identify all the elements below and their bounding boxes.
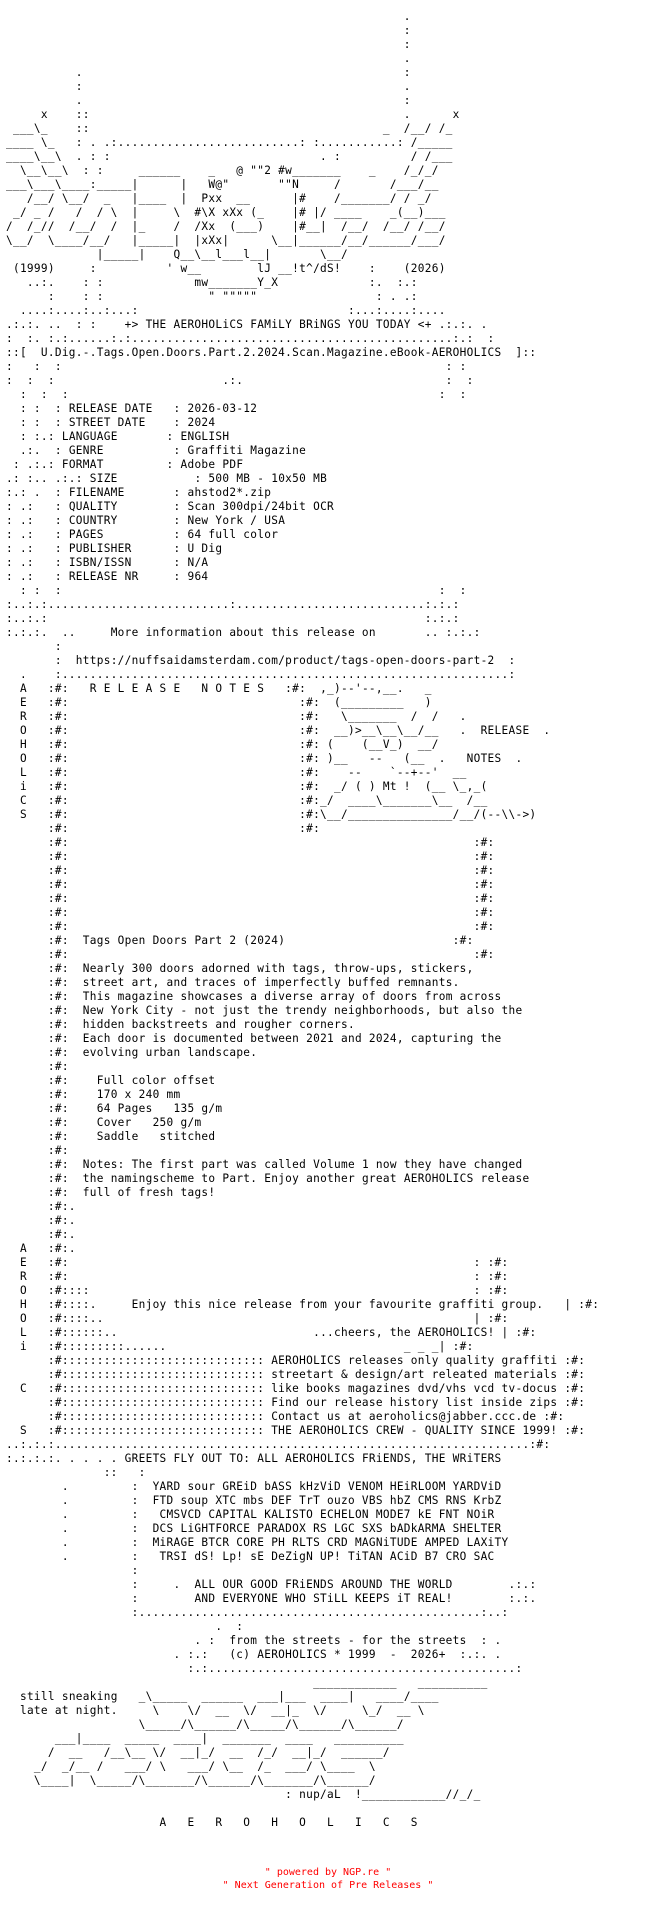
more-info-line: :.:.:. .. More information about this release on .. :.:.: [6,626,481,639]
header-line [6,262,650,276]
description-line: :#: This magazine showcases a diverse array of doors from across [6,990,502,1003]
spec-line: Cover 250 g/m [96,1116,202,1129]
header-art-line: ::[ U.Dig.-.Tags.Open.Doors.Part.2.2024.Scan.Magazine.eBook-AEROHOLICS ]:: [6,346,537,359]
header-line [6,346,650,360]
header-line [6,164,650,178]
header-art-line: : : : .:. : : [6,374,474,387]
header-art-line: _/ _ / / / \ | \ #\X xXx (_ |# |/ ____ _(__)___ [6,206,446,219]
url-line: : https://nuffsaidamsterdam.com/product/tags-open-doors-part-2 : [6,654,516,667]
header-line [6,10,650,24]
art-line: ___|____ _____ ____| _______ ____ __________ [6,1732,404,1745]
description-line: :#: Each door is documented between 2021 and 2024, capturing the [6,1032,502,1045]
art-line: :#: :#: [6,850,495,863]
friends-line: : . ALL OUR GOOD FRiENDS AROUND THE WORLD .:.: [6,1578,537,1591]
release-field-value: Adobe PDF [180,458,244,471]
art-line: :#: [6,1060,69,1073]
greets-line: YARD sour GREiD bASS kHzViD VENOM HEiRLOOM YARDViD [152,1480,502,1493]
release-field-value: ahstod2*.zip [187,486,272,499]
notes-line: :#: the namingscheme to Part. Enjoy another great AEROHOLICS release [6,1172,530,1185]
header-line [6,122,650,136]
header-art-line: . : [6,94,411,107]
art-line: \_____/\______/\_____/\______/\______/ [6,1718,404,1731]
release-url-link[interactable]: https://nuffsaidamsterdam.com/product/tags-open-doors-part-2 [75,654,495,667]
header-art-line: : : : : : [6,360,467,373]
release-field-prefix: : .: : [6,542,69,555]
release-field-prefix: .: :.. .:.: [6,472,90,485]
header-line [6,374,650,388]
release-field-prefix: : :.: [6,430,62,443]
release-field: : .: : COUNTRY : New York / USA [6,514,286,527]
header-line [6,24,650,38]
header-art-line: ___\_ :: _ /__/ /_ [6,122,453,135]
notes-heading: A :#: R E L E A S E N O T E S :#: ,_)--'--,__. _ [6,682,432,695]
release-label: RELEASE [480,724,530,737]
greets-line: . : FTD soup XTC mbs DEF TrT ouzo VBS hbZ CMS RNS KrbZ [6,1494,502,1507]
release-field-label: FILENAME [68,486,125,499]
header-line [6,52,650,66]
art-line: :#: :#: [6,906,495,919]
art-line: :#: :#: [6,864,495,877]
greets-line: MiRAGE BTCR CORE PH RLTS CRD MAGNiTUDE AMPED LAXiTY [152,1536,509,1549]
description-line: :#: New York City - not just the trendy neighborhoods, but also the [6,1004,523,1017]
about-line: S :#::::::::::::::::::::::::::::: THE AEROHOLICS CREW - QUALITY SINCE 1999! :#: [6,1424,586,1437]
header-art-line: ..:. : : mw_______Y_X :. :.: [6,276,418,289]
sneaking-line: still sneaking _\_____ ______ ___|___ ____| ____/____ [19,1690,439,1703]
description-line: :#: Nearly 300 doors adorned with tags, throw-ups, stickers, [6,962,474,975]
header-line [6,304,650,318]
side-letter: O [19,1312,27,1325]
greets-line: . : YARD sour GREiD bASS kHzViD VENOM HEiRLOOM YARDViD [6,1480,502,1493]
release-field-label: FORMAT [61,458,104,471]
spec-line: :#: Cover 250 g/m [6,1116,202,1129]
release-field-value: 964 [187,570,209,583]
art-line: :#: :#: [6,920,495,933]
art-line: :#:. [6,1214,76,1227]
header-line [6,388,650,402]
footer-next-generation[interactable]: " Next Generation of Pre Releases " [222,1880,434,1891]
header-art-line: x :: . x [6,108,460,121]
release-field: : .: : PUBLISHER : U Dig [6,542,223,555]
notes-line: full of fresh tags! [82,1186,216,1199]
header-art-line: |_____| Q__\__l___l__| \__/ [6,248,348,261]
notes-line: the namingscheme to Part. Enjoy another great AEROHOLICS release [82,1172,530,1185]
letters-line [6,1816,650,1830]
release-field-prefix: :.: . : [6,486,69,499]
release-field-prefix: : .: : [6,514,69,527]
release-field: : : : STREET DATE : 2024 [6,416,216,429]
art-line: :..:.: :.:.: [6,612,460,625]
release-field-prefix: : .: : [6,500,69,513]
art-line: ____________ __________ [6,1676,488,1689]
side-letter: A [19,1242,27,1255]
nfo-text-block [6,10,650,1860]
release-title-line: :#: Tags Open Doors Part 2 (2024) :#: [6,934,474,947]
cheers-text: ...cheers, the AEROHOLICS! [313,1326,495,1339]
release-field: : : : RELEASE DATE : 2026-03-12 [6,402,258,415]
description-line: :#: street art, and traces of imperfectly buffed remnants. [6,976,460,989]
spec-line: :#: Full color offset [6,1074,216,1087]
release-field-prefix: .:. : [6,444,69,457]
notes-line: :#: full of fresh tags! [6,1186,216,1199]
release-field-label: RELEASE DATE [68,402,153,415]
description-line: hidden backstreets and rougher corners. [82,1018,355,1031]
header-art-line: ____\__\ . : : . : / /___ [6,150,453,163]
header-line [6,220,650,234]
header-line [6,360,650,374]
art-line: :.:............................................: [6,1662,523,1675]
release-notes-heading: R E L E A S E N O T E S [89,682,265,695]
credit-line: : nup/aL !____________//_/_ [6,1788,481,1801]
header-art-line: : :. :.:......:.:..............................................:.: : [6,332,495,345]
enjoy-text: Enjoy this nice release from your favourite graffiti group. [131,1298,544,1311]
art-line: L :#: :#: -- `--+--' __ [6,766,467,779]
art-line: :#: :#: [6,948,495,961]
art-line: O :#::::.. | :#: [19,1312,509,1325]
side-letter: R [19,1270,27,1283]
art-line: :..:.:..........................:...........................:.:.: [6,598,460,611]
art-line: :#: :#: [6,892,495,905]
sneaking-line: late at night. \ \/ __ \/ __|_ \/ \_/ __ \ [19,1704,425,1717]
notes-line: :#: Notes: The first part was called Volume 1 now they have changed [6,1158,523,1171]
spec-line: :#: 170 x 240 mm [6,1088,181,1101]
art-line: O :#:::: : :#: [19,1284,509,1297]
release-field-value: Graffiti Magazine [187,444,307,457]
description-line: New York City - not just the trendy neighborhoods, but also the [82,1004,523,1017]
header-art-line: .:.:. .. : : +> THE AEROHOLiCS FAMiLY BRiNGS YOU TODAY <+ .:.:. . [6,318,488,331]
art-line: . : [6,1620,244,1633]
header-art-line: : [6,24,411,37]
release-field: : .: : PAGES : 64 full color [6,528,279,541]
art-line: :#: :#: [6,836,495,849]
release-field-value: N/A [187,556,209,569]
about-line: streetart & design/art releated materials [271,1368,558,1381]
about-line: Contact us at aeroholics@jabber.ccc.de [271,1410,537,1423]
release-field: .: :.. .:.: SIZE : 500 MB - 10x50 MB [6,472,328,485]
header-line [6,332,650,346]
art-line [6,1802,650,1816]
header-line [6,178,650,192]
art-line: : : : : : [6,584,467,597]
release-field-prefix: : : : [6,416,69,429]
header-art-line: . : [6,66,411,79]
art-line: : [6,640,62,653]
outro-line: . : from the streets - for the streets : . [6,1634,502,1647]
release-field: : .: : RELEASE NR : 964 [6,570,209,583]
more-info-text: More information about this release on [110,626,376,639]
release-field: :.: . : FILENAME : ahstod2*.zip [6,486,272,499]
art-line: S :#: :#:\__/_______________/__/(--\\->) [6,808,537,821]
header-line [6,206,650,220]
art-line: :#:. [6,1200,76,1213]
friends-line: AND EVERYONE WHO STiLL KEEPS iT REAL! [194,1592,453,1605]
header-art-line: / /_// /__/ / |_ / /Xx (___) |#__| /__/ /__/ /__/ [6,220,446,233]
release-field-label: COUNTRY [68,514,118,527]
release-field: : .:.: FORMAT : Adobe PDF [6,458,244,471]
about-line: like books magazines dvd/vhs vcd tv-docus [271,1382,558,1395]
friends-line: ALL OUR GOOD FRiENDS AROUND THE WORLD [194,1578,453,1591]
header-line [6,108,650,122]
sneaking-text: late at night. [19,1704,118,1717]
release-field-label: QUALITY [68,500,118,513]
release-field-prefix: : .: : [6,556,69,569]
art-line: E :#: :#: (_________ ) [6,696,432,709]
art-line: i :#: :#: _/ ( ) Mt ! (__ \_,_( [6,780,495,793]
header-line [6,248,650,262]
release-field-value: U Dig [187,542,223,555]
greets-line: FTD soup XTC mbs DEF TrT ouzo VBS hbZ CMS RNS KrbZ [152,1494,502,1507]
about-line: :#::::::::::::::::::::::::::::: streetart & design/art releated materials :#: [47,1368,586,1381]
header-art-line: \__/ \____/__/ |_____| |xXx| \__|______/__/______/___/ [6,234,446,247]
release-field-label: PUBLISHER [68,542,132,555]
header-art-line: \__\__\ : : ______ _ @ ""2 #w_______ _ /_/_/ [6,164,439,177]
greets-line: DCS LiGHTFORCE PARADOX RS LGC SXS bADkARMA SHELTER [152,1522,502,1535]
art-credit: nup/aL [299,1788,341,1801]
greets-line: TRSI dS! Lp! sE DeZigN UP! TiTAN ACiD B7 CRO SAC [152,1550,495,1563]
art-line: \____| \_____/\_______/\______/\_______/\______/ [6,1774,376,1787]
description-line: street art, and traces of imperfectly buffed remnants. [82,976,460,989]
header-art-line: ____ \_ : . .:..........................: :...........: /_____ [6,136,453,149]
release-field-label: GENRE [68,444,104,457]
header-line [6,136,650,150]
spec-line: Saddle stitched [96,1130,216,1143]
side-letter: i [19,1340,27,1353]
release-field-value: ENGLISH [180,430,230,443]
art-line: i :#:::::::::...... _ _ _| :#: [19,1340,474,1353]
header-art-line: : : : : : [6,388,467,401]
about-line: :#::::::::::::::::::::::::::::: Contact us at aeroholics@jabber.ccc.de :#: [47,1410,565,1423]
description-line: :#: hidden backstreets and rougher corners. [6,1018,355,1031]
about-line: C :#::::::::::::::::::::::::::::: like books magazines dvd/vhs vcd tv-docus :#: [6,1382,586,1395]
about-line: THE AEROHOLICS CREW - QUALITY SINCE 1999! [271,1424,558,1437]
friends-line: : AND EVERYONE WHO STiLL KEEPS iT REAL! :.:. [6,1592,537,1605]
art-line: _/ _/__ / ___/ \ ___/ \__ /_ ___/ \____ \ [6,1760,376,1773]
release-field: : :.: LANGUAGE : ENGLISH [6,430,230,443]
art-line: : [6,1564,139,1577]
notes-line: Notes: The first part was called Volume 1 now they have changed [82,1158,523,1171]
art-line: :: : [6,1466,146,1479]
side-letter: O [19,1284,27,1297]
header-line [6,38,650,52]
header-art-line: . [6,10,411,23]
spec-line: 64 Pages 135 g/m [96,1102,223,1115]
header-art-line: ___\___\____:_____| | W@" ""N / /___/__ [6,178,439,191]
art-line: ..:.:.:....................................................................:#: [6,1438,551,1451]
art-line: :#:. [6,1228,76,1241]
header-line [6,94,650,108]
art-line: . :................................................................: [6,668,516,681]
side-letter: H [19,1298,27,1311]
about-line: :#::::::::::::::::::::::::::::: Find our release history list inside zips :#: [47,1396,586,1409]
header-line [6,150,650,164]
release-field-prefix: : .: : [6,570,69,583]
release-field-prefix: : .: : [6,528,69,541]
header-art-line: : . [6,80,411,93]
spec-line: :#: Saddle stitched [6,1130,216,1143]
art-line: / __ /__\__ \/ __|_/ __ /_/ __|_/ ______/ [6,1746,390,1759]
spec-line: :#: 64 Pages 135 g/m [6,1102,223,1115]
about-line: Find our release history list inside zips [271,1396,558,1409]
side-letter: L [19,1326,27,1339]
about-line: AEROHOLICS releases only quality graffiti [271,1354,558,1367]
about-line: :#::::::::::::::::::::::::::::: AEROHOLICS releases only quality graffiti :#: [47,1354,586,1367]
art-line: :#: [6,1144,69,1157]
art-line: R :#: : :#: [19,1270,509,1283]
art-line: :#: :#: [6,822,321,835]
release-field: .:. : GENRE : Graffiti Magazine [6,444,307,457]
greets-heading: GREETS FLY OUT TO: ALL AEROHOLICS FRiENDS, THE WRiTERS [124,1452,502,1465]
greets-line: . : MiRAGE BTCR CORE PH RLTS CRD MAGNiTUDE AMPED LAXiTY [6,1536,509,1549]
greets-line: . : DCS LiGHTFORCE PARADOX RS LGC SXS bADkARMA SHELTER [6,1522,502,1535]
header-art-line: (1999) : ' w__ lJ __!t^/dS! : (2026) [6,262,446,275]
description-line: evolving urban landscape. [82,1046,258,1059]
footer [0,1866,656,1892]
greets-heading: :.:.:.:. . . . . GREETS FLY OUT TO: ALL AEROHOLICS FRiENDS, THE WRiTERS [6,1452,502,1465]
release-field-prefix: : .:.: [6,458,62,471]
spec-line: 170 x 240 mm [96,1088,181,1101]
art-line: O :#: :#: )__ -- (__ . NOTES . [6,752,523,765]
art-line: :#: :#: [6,878,495,891]
release-field-value: 2024 [187,416,216,429]
cheers-line: L :#::::::.. ...cheers, the AEROHOLICS! | :#: [19,1326,537,1339]
outro-line: . :.: (c) AEROHOLICS * 1999 - 2026+ :.:. . [6,1648,502,1661]
release-field: : .: : ISBN/ISSN : N/A [6,556,209,569]
art-line: O :#: :#: __)>__\__\__/__ . RELEASE . [6,724,551,737]
spec-line: Full color offset [96,1074,216,1087]
description-line: :#: evolving urban landscape. [6,1046,258,1059]
art-line: C :#: :#:_/ ____\_______\__ /__ [6,794,488,807]
header-line [6,192,650,206]
release-field-label: ISBN/ISSN [68,556,132,569]
release-field-label: STREET DATE [68,416,146,429]
art-line: H :#: :#: ( (__V_) __/ [6,738,439,751]
release-field-label: RELEASE NR [68,570,139,583]
sneaking-text: still sneaking [19,1690,118,1703]
aeroholics-letters: A E R O H O L I C S [159,1816,418,1829]
art-line: A :#:. [19,1242,76,1255]
header-art-line: : [6,38,411,51]
release-field-value: 64 full color [187,528,279,541]
greets-line: . : TRSI dS! Lp! sE DeZigN UP! TiTAN ACiD B7 CRO SAC [6,1550,495,1563]
enjoy-line: H :#::::. Enjoy this nice release from your favourite graffiti group. | :#: [19,1298,600,1311]
release-field-label: PAGES [68,528,104,541]
footer-powered-by[interactable]: " powered by NGP.re " [264,1867,392,1878]
header-art-line: /__/ \__/ _ |____ | Pxx __ |# /_______/ / _/ [6,192,432,205]
release-field-value: 500 MB - 10x50 MB [208,472,328,485]
side-letter: E [19,1256,27,1269]
header-line [6,318,650,332]
header-line [6,234,650,248]
header-line [6,80,650,94]
notes-label: NOTES [466,752,502,765]
description-line: Nearly 300 doors adorned with tags, throw-ups, stickers, [82,962,474,975]
release-field-value: Scan 300dpi/24bit OCR [187,500,335,513]
header-line [6,66,650,80]
greets-line: CMSVCD CAPITAL KALISTO ECHELON MODE7 kE FNT NOiR [152,1508,495,1521]
header-line [6,290,650,304]
description-line: This magazine showcases a diverse array of doors from across [82,990,502,1003]
art-line: E :#: : :#: [19,1256,509,1269]
header-line [6,276,650,290]
release-field-prefix: : : : [6,402,69,415]
art-line: R :#: :#: \_______ / / . [6,710,467,723]
header-art-line: ....:....:..:...: :...:....:.... [6,304,446,317]
release-title: Tags Open Doors Part 2 (2024) [82,934,286,947]
release-field-value: 2026-03-12 [187,402,258,415]
outro-line: (c) AEROHOLICS * 1999 - 2026+ [229,1648,446,1661]
greets-line: . : CMSVCD CAPITAL KALISTO ECHELON MODE7 kE FNT NOiR [6,1508,495,1521]
header-art-line: . [6,52,411,65]
release-field-label: SIZE [89,472,118,485]
art-line: :.................................................:..: [6,1606,509,1619]
description-line: Each door is documented between 2021 and 2024, capturing the [82,1032,502,1045]
release-field-value: New York / USA [187,514,286,527]
outro-line: from the streets - for the streets [229,1634,467,1647]
release-field-label: LANGUAGE [61,430,118,443]
header-art-line: : : : " """"" : . .: [6,290,418,303]
release-field: : .: : QUALITY : Scan 300dpi/24bit OCR [6,500,335,513]
